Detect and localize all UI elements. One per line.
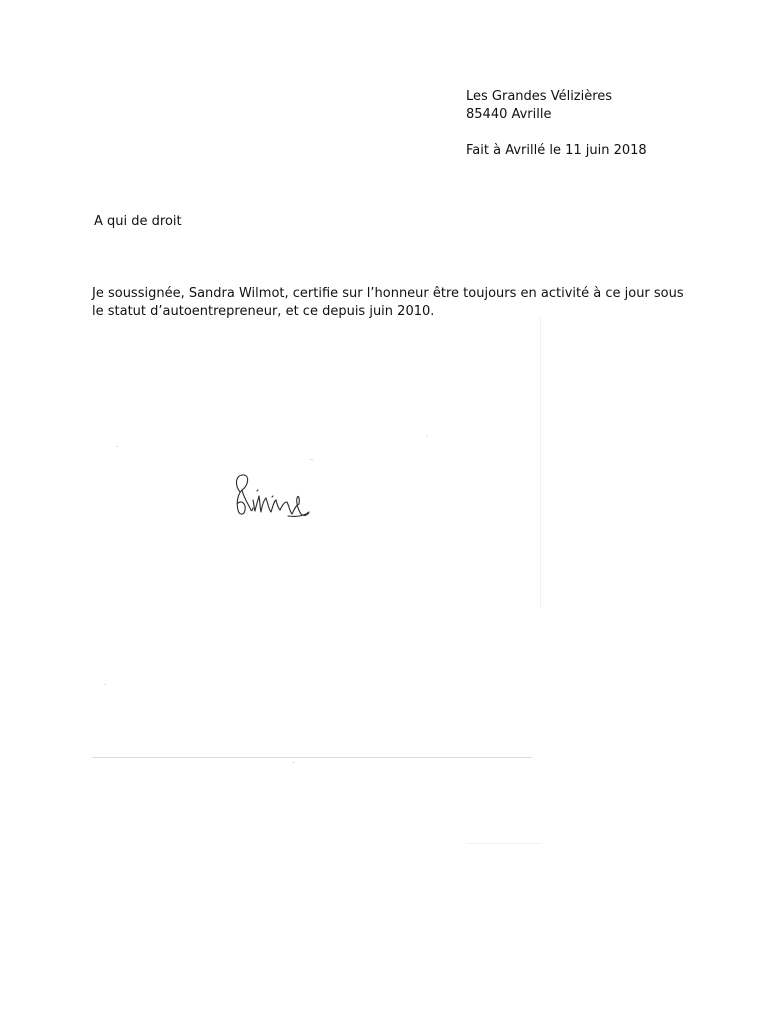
handwritten-signature — [230, 470, 312, 522]
address-line-1: Les Grandes Vélizières — [466, 89, 613, 104]
body-text-line-1: Je soussignée, Sandra Wilmot, certifie sur l’honneur être toujours en activité à ce jour sous — [92, 286, 684, 301]
scan-speck — [104, 684, 106, 685]
scan-speck — [310, 459, 313, 460]
scan-artifact-vertical — [540, 318, 541, 608]
address-line-2: 85440 Avrille — [466, 107, 552, 122]
scan-artifact-horizontal — [92, 757, 532, 758]
salutation: A qui de droit — [94, 214, 182, 229]
scan-speck — [292, 762, 295, 763]
scan-artifact-faint-line — [466, 843, 542, 844]
date-line: Fait à Avrillé le 11 juin 2018 — [466, 143, 647, 158]
scan-speck — [116, 446, 118, 447]
body-text-line-2: le statut d’autoentrepreneur, et ce depuis juin 2010. — [92, 304, 435, 319]
scan-speck — [426, 436, 428, 437]
